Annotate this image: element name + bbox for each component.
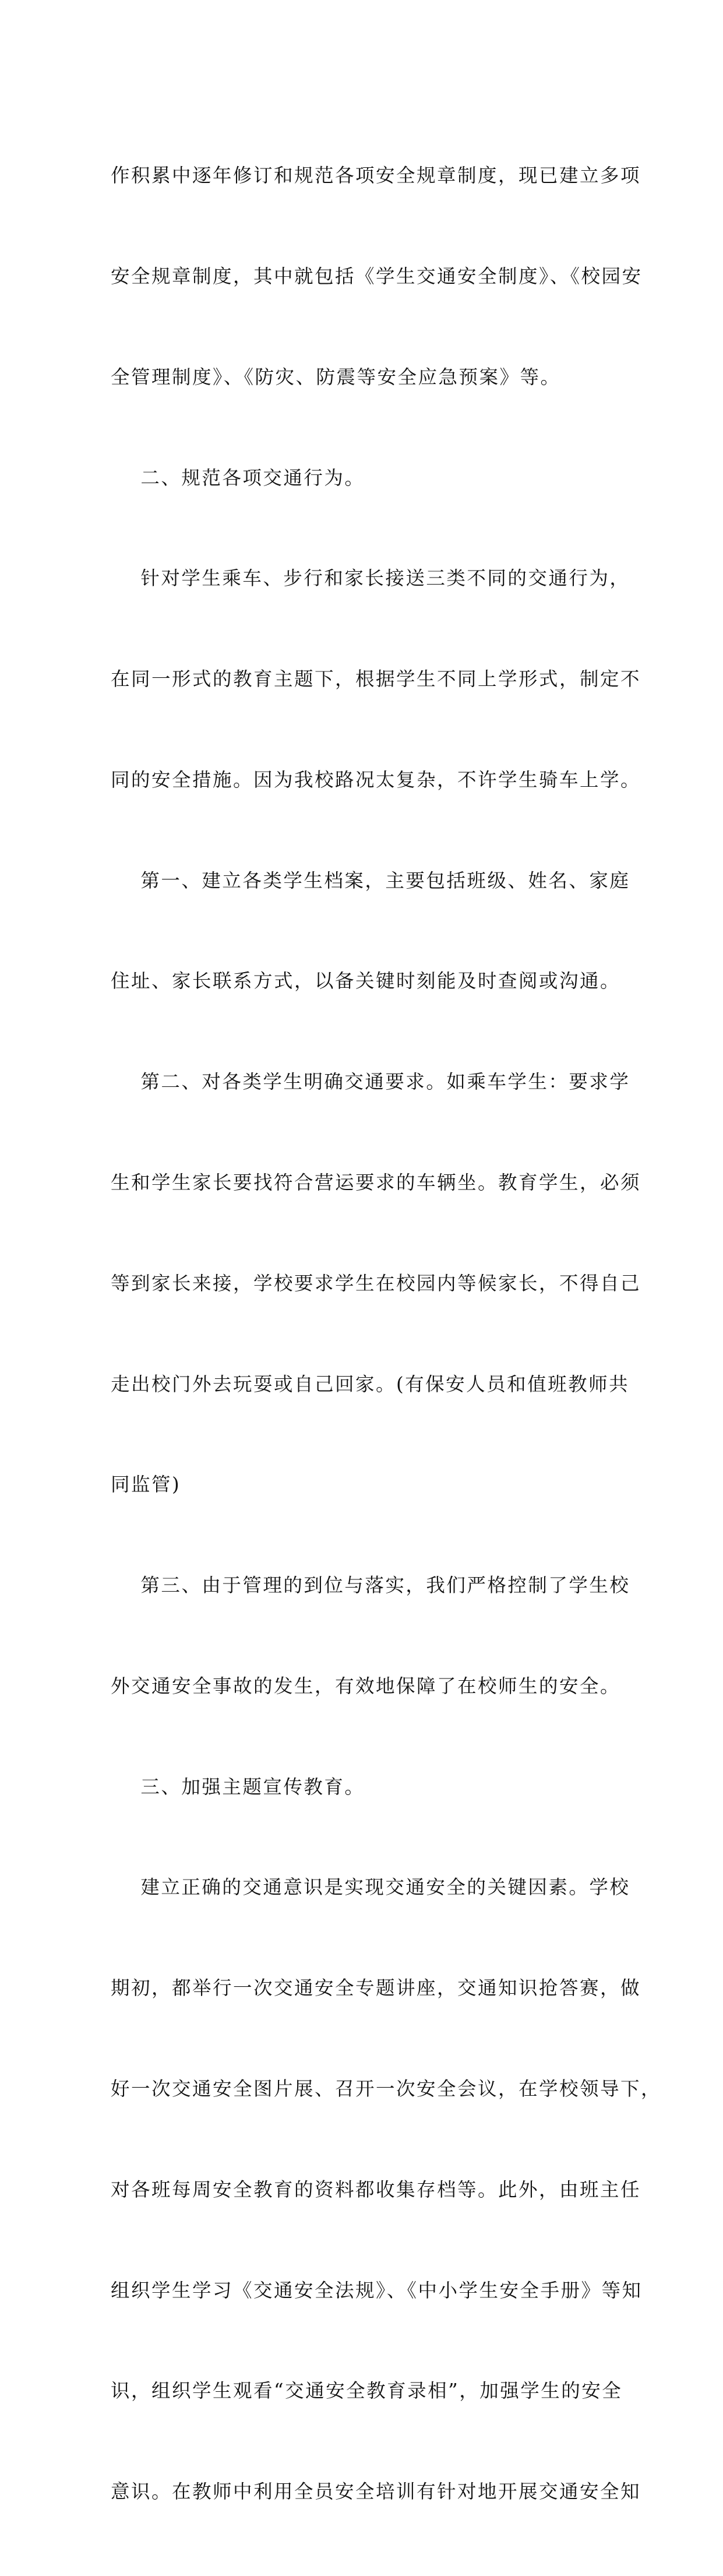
text-line: 第三、由于管理的到位与落实，我们严格控制了学生校 <box>111 1574 630 1597</box>
text-line: 外交通安全事故的发生，有效地保障了在校师生的安全。 <box>111 1674 621 1697</box>
text-line: 期初，都举行一次交通安全专题讲座，交通知识抢答赛，做 <box>111 1977 641 2000</box>
text-line: 走出校门外去玩耍或自己回家。(有保安人员和值班教师共 <box>111 1373 630 1395</box>
document-body <box>111 92 662 2576</box>
section-heading: 二、规范各项交通行为。 <box>111 466 365 489</box>
text-line: 意识。在教师中利用全员安全培训有针对地开展交通安全知 <box>111 2480 641 2503</box>
text-line: 安全规章制度，其中就包括《学生交通安全制度》、《校园安 <box>111 265 643 287</box>
text-line: 同监管) <box>111 1473 181 1496</box>
text-line: 住址、家长联系方式，以备关键时刻能及时查阅或沟通。 <box>111 970 621 993</box>
text-line: 在同一形式的教育主题下，根据学生不同上学形式，制定不 <box>111 668 641 691</box>
text-line: 识，组织学生观看“交通安全教育录相”，加强学生的安全 <box>111 2380 623 2402</box>
text-line: 对各班每周安全教育的资料都收集存档等。此外，由班主任 <box>111 2178 641 2201</box>
text-line: 同的安全措施。因为我校路况太复杂，不许学生骑车上学。 <box>111 768 641 791</box>
text-line: 组织学生学习《交通安全法规》、《中小学生安全手册》等知 <box>111 2279 643 2301</box>
text-line: 生和学生家长要找符合营运要求的车辆坐。教育学生，必须 <box>111 1171 641 1194</box>
text-line: 全管理制度》、《防灾、防震等安全应急预案》等。 <box>111 365 561 388</box>
text-line: 第一、建立各类学生档案，主要包括班级、姓名、家庭 <box>111 869 630 892</box>
text-line: 好一次交通安全图片展、召开一次安全会议，在学校领导下， <box>111 2078 662 2100</box>
text-line: 第二、对各类学生明确交通要求。如乘车学生：要求学 <box>111 1071 630 1093</box>
text-line: 针对学生乘车、步行和家长接送三类不同的交通行为， <box>111 567 630 590</box>
text-line: 作积累中逐年修订和规范各项安全规章制度，现已建立多项 <box>111 164 641 187</box>
section-heading: 三、加强主题宣传教育。 <box>111 1775 365 1798</box>
text-line: 建立正确的交通意识是实现交通安全的关键因素。学校 <box>111 1876 630 1899</box>
text-line: 等到家长来接，学校要求学生在校园内等候家长，不得自己 <box>111 1272 641 1294</box>
